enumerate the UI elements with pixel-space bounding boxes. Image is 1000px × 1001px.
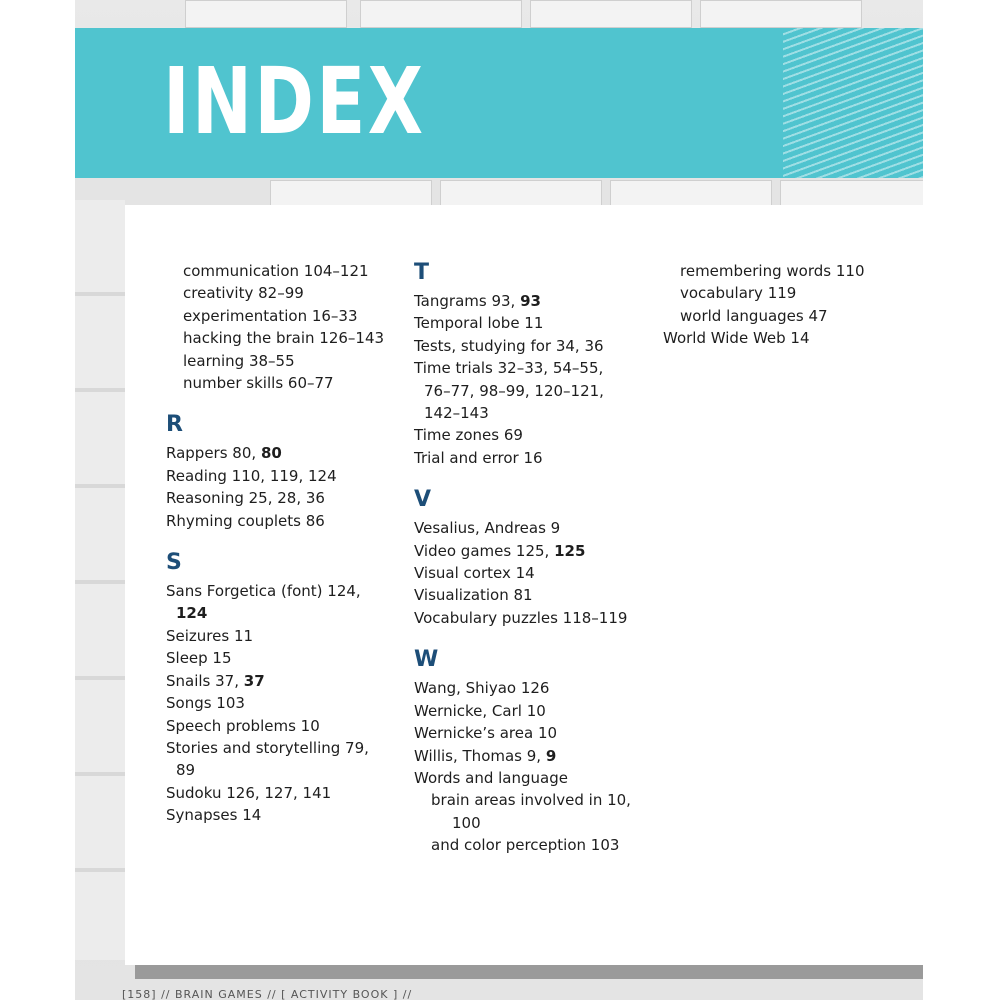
index-entry-text: number skills 60–77 [183,374,334,393]
index-entry-bold-page: 124 [176,604,208,623]
index-entry [166,465,384,487]
index-letter-heading: R [166,412,183,438]
index-subentry [166,260,384,282]
index-entry-bold-page: 80 [260,444,282,463]
index-entry [166,510,384,532]
index-entry-text: Time trials 32–33, 54–55, [414,359,604,378]
index-entry [414,540,631,562]
index-entry [414,767,631,789]
page-title: INDEX [163,48,426,155]
background-tile [610,180,772,206]
background-tile [780,180,923,206]
index-entry [414,447,631,469]
index-entry [414,380,631,402]
index-entry-text: Speech problems 10 [166,716,320,735]
index-entry [414,700,631,722]
index-entry-text: Wernicke, Carl 10 [414,701,546,720]
index-entry-text: remembering words 110 [680,262,865,280]
index-entry-text: Tangrams 93, [414,292,521,310]
index-subentry [166,305,384,327]
index-column-2 [414,260,631,857]
index-entry [166,670,384,692]
index-entry-text: Seizures 11 [166,626,254,645]
index-entry [414,562,631,584]
index-entry [166,782,384,804]
background-tile [700,0,862,28]
index-entry [414,402,631,424]
index-entry-text: Visual cortex 14 [414,564,535,583]
index-subentry [166,350,384,372]
index-entry-text: Stories and storytelling 79, [166,738,369,757]
index-entry [663,327,864,349]
index-entry [166,759,384,781]
index-column-1 [166,260,384,827]
background-tile [185,0,347,28]
index-entry [166,647,384,669]
index-entry [414,677,631,699]
index-entry [166,625,384,647]
index-entry-text: Trial and error 16 [414,448,543,467]
background-tile [360,0,522,28]
index-entry [414,517,631,539]
index-entry-text: Wang, Shiyao 126 [414,679,550,698]
index-entry-text: Rappers 80, [166,444,261,463]
index-entry-text: Reasoning 25, 28, 36 [166,489,325,508]
index-entry-text: Willis, Thomas 9, [414,746,546,765]
index-entry-text: Rhyming couplets 86 [166,511,325,530]
index-entry-text: Songs 103 [166,694,245,713]
index-subentry [663,305,864,327]
index-entry [414,424,631,446]
header-stripes-decoration [783,28,923,178]
index-subentry [166,372,384,394]
index-entry-text: Sans Forgetica (font) 124, [166,582,361,601]
index-entry [414,312,631,334]
index-entry [414,290,631,312]
index-entry-text: Sleep 15 [166,649,232,668]
index-subentry [166,282,384,304]
index-entry-text: Sudoku 126, 127, 141 [166,783,332,802]
index-entry [414,607,631,629]
index-entry-bold-page: 9 [545,746,557,765]
index-entry [166,692,384,714]
index-entry [166,580,384,602]
index-entry [414,335,631,357]
index-entry [414,745,631,767]
index-subentry [166,327,384,349]
index-entry [414,357,631,379]
index-entry-bold-page: 37 [243,671,265,690]
index-entry-text: 89 [176,761,196,780]
index-letter-heading: T [414,260,430,285]
index-entry [166,487,384,509]
index-subentry [414,834,631,856]
index-subentry [663,260,864,282]
index-entry-bold-page: 93 [520,292,541,310]
index-entry-text: learning 38–55 [183,351,295,370]
index-entry-text: experimentation 16–33 [183,306,358,325]
index-entry-text: Visualization 81 [414,586,533,605]
index-entry [414,584,631,606]
index-entry-text: Time zones 69 [414,426,523,445]
index-entry-text: and color perception 103 [431,836,620,855]
index-entry-text: Temporal lobe 11 [414,314,544,333]
index-entry-text: creativity 82–99 [183,284,304,303]
index-subentry [663,282,864,304]
index-entry-text: Vocabulary puzzles 118–119 [414,608,628,627]
index-entry-text: World Wide Web 14 [663,329,810,348]
index-entry-bold-page: 125 [554,541,586,560]
index-entry [166,804,384,826]
index-entry-text: Wernicke’s area 10 [414,724,558,743]
background-tile [270,180,432,206]
index-letter-heading: W [414,647,439,673]
index-entry-text: Snails 37, [166,671,244,690]
index-entry [166,602,384,624]
index-entry-text: Tests, studying for 34, 36 [414,336,604,355]
index-entry-text: Reading 110, 119, 124 [166,466,337,485]
index-entry-text: 76–77, 98–99, 120–121, [424,381,604,400]
page-footer: [158] // BRAIN GAMES // [ ACTIVITY BOOK ] // [122,988,413,1001]
index-entry-text: 100 [452,813,481,832]
index-entry-text: brain areas involved in 10, [431,791,631,810]
index-column-3 [663,260,864,350]
index-letter-heading: S [166,550,182,576]
background-tile [440,180,602,206]
index-entry [414,812,631,834]
index-header-band [75,28,923,178]
index-subentry [414,789,631,811]
index-entry-text: communication 104–121 [183,262,369,280]
index-entry-text: Words and language [414,768,568,787]
index-entry [166,737,384,759]
index-entry-text: Video games 125, [414,541,555,560]
index-entry [414,722,631,744]
index-entry-text: 142–143 [424,404,489,423]
background-tile [530,0,692,28]
index-entry-text: hacking the brain 126–143 [183,329,385,348]
index-letter-heading: V [414,487,432,513]
index-entry [166,715,384,737]
index-entry [166,442,384,464]
footer-bar [135,965,923,979]
hexagon-pattern [75,200,125,960]
index-entry-text: vocabulary 119 [680,284,797,303]
index-entry-text: Synapses 14 [166,806,262,825]
index-entry-text: Vesalius, Andreas 9 [414,519,561,538]
index-entry-text: world languages 47 [680,306,828,325]
